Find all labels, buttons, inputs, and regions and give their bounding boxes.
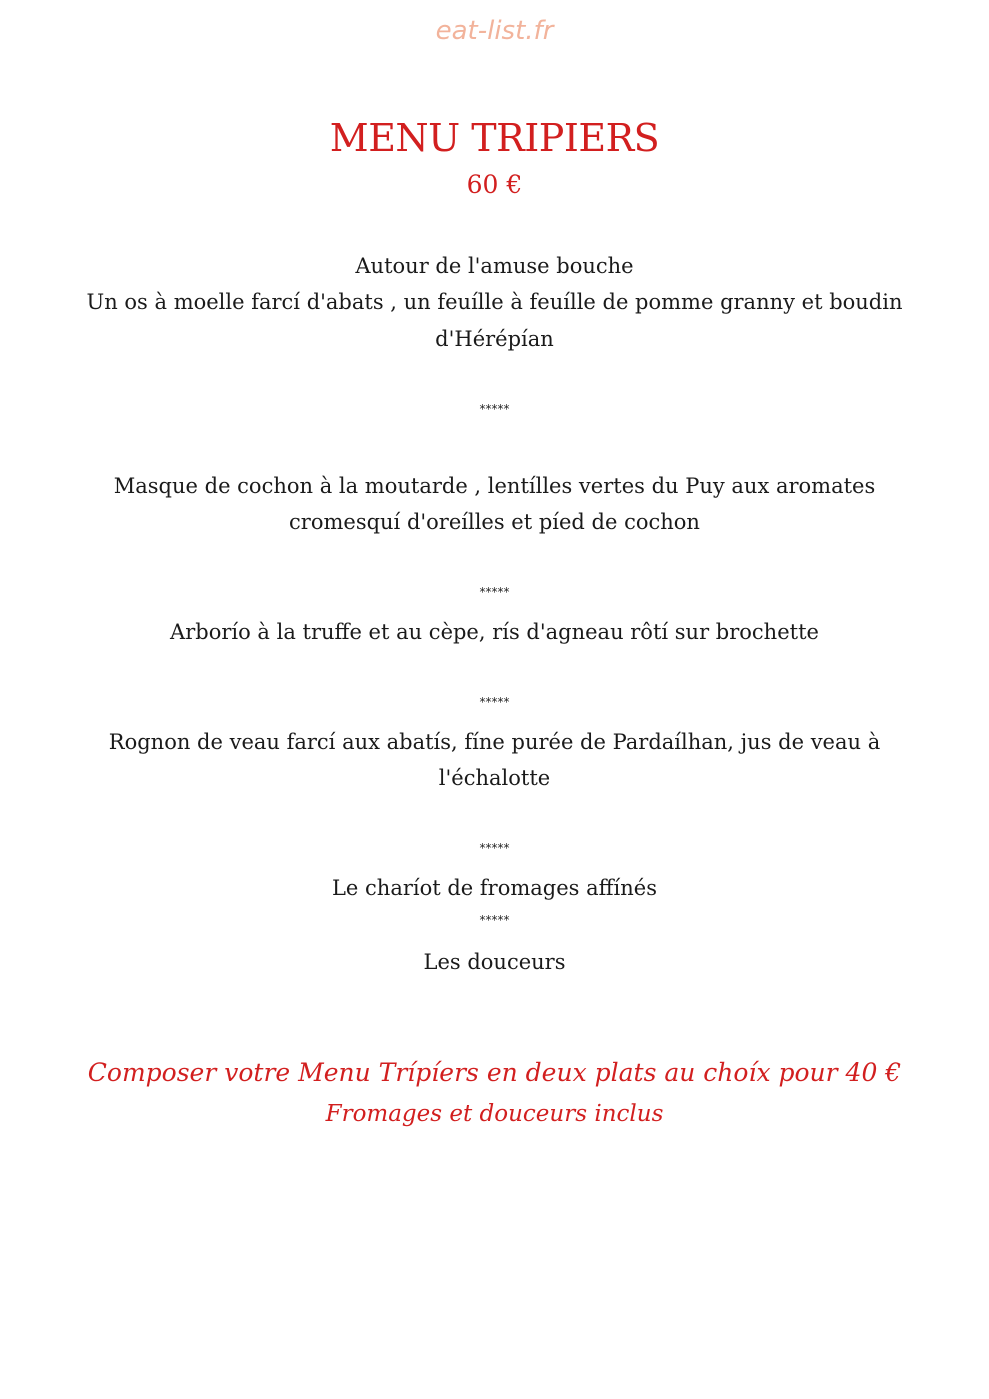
- course-1-description: Un os à moelle farcí d'abats , un feuílle à feuílle de pomme granny et boudin: [86, 290, 903, 314]
- course-5-line-1: Le charíot de fromages affínés: [331, 876, 657, 900]
- separator: *****: [479, 841, 510, 855]
- course-4-line-1: Rognon de veau farcí aux abatís, fíne purée de Pardaílhan, jus de veau à: [108, 730, 881, 754]
- course-2-line-1: Masque de cochon à la moutarde , lentílles vertes du Puy aux aromates: [113, 474, 876, 498]
- separator: *****: [479, 913, 510, 927]
- watermark-text: eat-list.fr: [435, 16, 554, 46]
- course-1-heading: Autour de l'amuse bouche: [355, 254, 634, 278]
- separator: *****: [479, 695, 510, 709]
- course-2-line-2: cromesquí d'oreílles et píed de cochon: [289, 510, 700, 534]
- course-6-line-1: Les douceurs: [423, 950, 566, 974]
- promo-included: Fromages et douceurs inclus: [325, 1101, 664, 1127]
- separator: *****: [479, 402, 510, 416]
- menu-title: MENU TRIPIERS: [329, 116, 660, 160]
- separator: *****: [479, 585, 510, 599]
- menu-price: 60 €: [466, 170, 523, 199]
- course-3-line-1: Arborío à la truffe et au cèpe, rís d'agneau rôtí sur brochette: [170, 620, 819, 644]
- course-4-line-2: l'échalotte: [438, 766, 551, 790]
- promo-offer: Composer votre Menu Trípíers en deux plats au choíx pour 40 €: [87, 1058, 902, 1087]
- course-1-description-cont: d'Hérépían: [435, 327, 554, 351]
